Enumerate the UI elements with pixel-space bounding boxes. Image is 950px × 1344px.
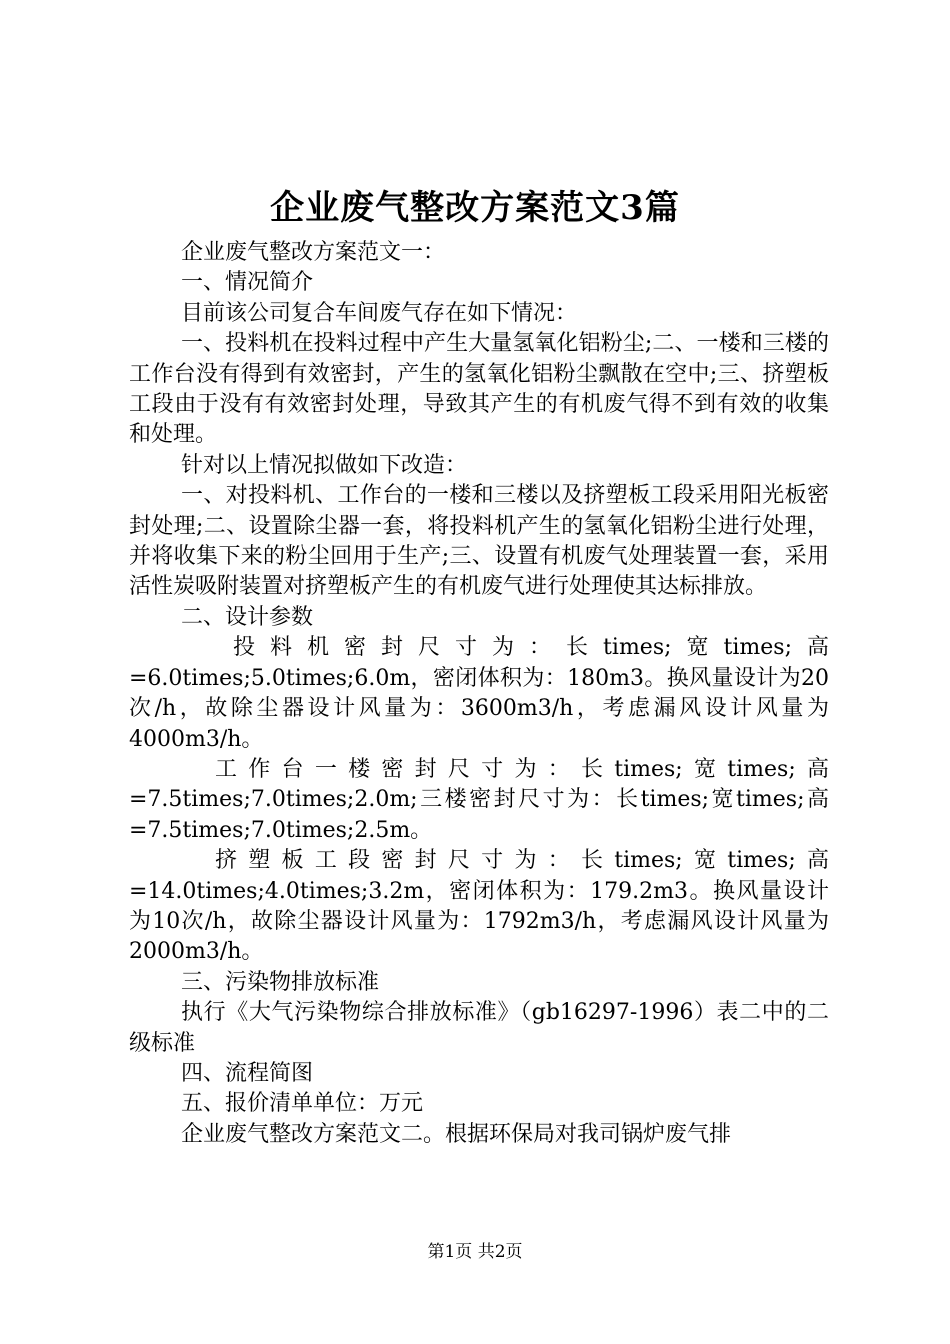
paragraph-8: 投料机密封尺寸为：长times;宽times;高=6.0times;5.0times;6.0m，密闭体积为：180m3。换风量设计为20次/h，故除尘器设计风量为：3600m3/h，考虑漏风设计风量为4000m3/h。 [129,635,829,752]
paragraph-2: 一、情况简介 [181,270,314,296]
paragraph-4: 一、投料机在投料过程中产生大量氢氧化铝粉尘;二、一楼和三楼的工作台没有得到有效密封，产生的氢氧化铝粉尘飘散在空中;三、挤塑板工段由于没有有效密封处理，导致其产生的有机废气得不到有效的收集和处理。 [129,331,829,448]
page-footer: 第1页 共2页 [427,1242,523,1262]
paragraph-14: 五、报价清单单位：万元 [181,1091,424,1117]
paragraph-5: 针对以上情况拟做如下改造： [181,452,468,478]
document-title: 企业废气整改方案范文3篇 [270,188,680,228]
paragraph-10: 挤塑板工段密封尺寸为：长times;宽times;高=14.0times;4.0times;3.2m，密闭体积为：179.2m3。换风量设计为10次/h，故除尘器设计风量为：1792m3/h，考虑漏风设计风量为2000m3/h。 [129,848,829,965]
paragraph-3: 目前该公司复合车间废气存在如下情况： [181,300,578,326]
paragraph-12: 执行《大气污染物综合排放标准》（gb16297-1996）表二中的二级标准 [129,1000,829,1056]
paragraph-1: 企业废气整改方案范文一： [181,240,446,265]
paragraph-15: 企业废气整改方案范文二。根据环保局对我司锅炉废气排 [181,1121,732,1147]
paragraph-6: 一、对投料机、工作台的一楼和三楼以及挤塑板工段采用阳光板密封处理;二、设置除尘器一套，将投料机产生的氢氧化铝粉尘进行处理，并将收集下来的粉尘回用于生产;三、设置有机废气处理装置一套，采用活性炭吸附装置对挤塑板产生的有机废气进行处理使其达标排放。 [129,483,829,600]
paragraph-9: 工作台一楼密封尺寸为：长times;宽times;高=7.5times;7.0times;2.0m;三楼密封尺寸为：长times;宽times;高=7.5times;7.0times;2.5m。 [129,756,829,843]
paragraph-11: 三、污染物排放标准 [181,969,380,995]
paragraph-13: 四、流程简图 [181,1060,314,1086]
document-body [129,238,829,1150]
paragraph-7: 二、设计参数 [181,604,314,630]
